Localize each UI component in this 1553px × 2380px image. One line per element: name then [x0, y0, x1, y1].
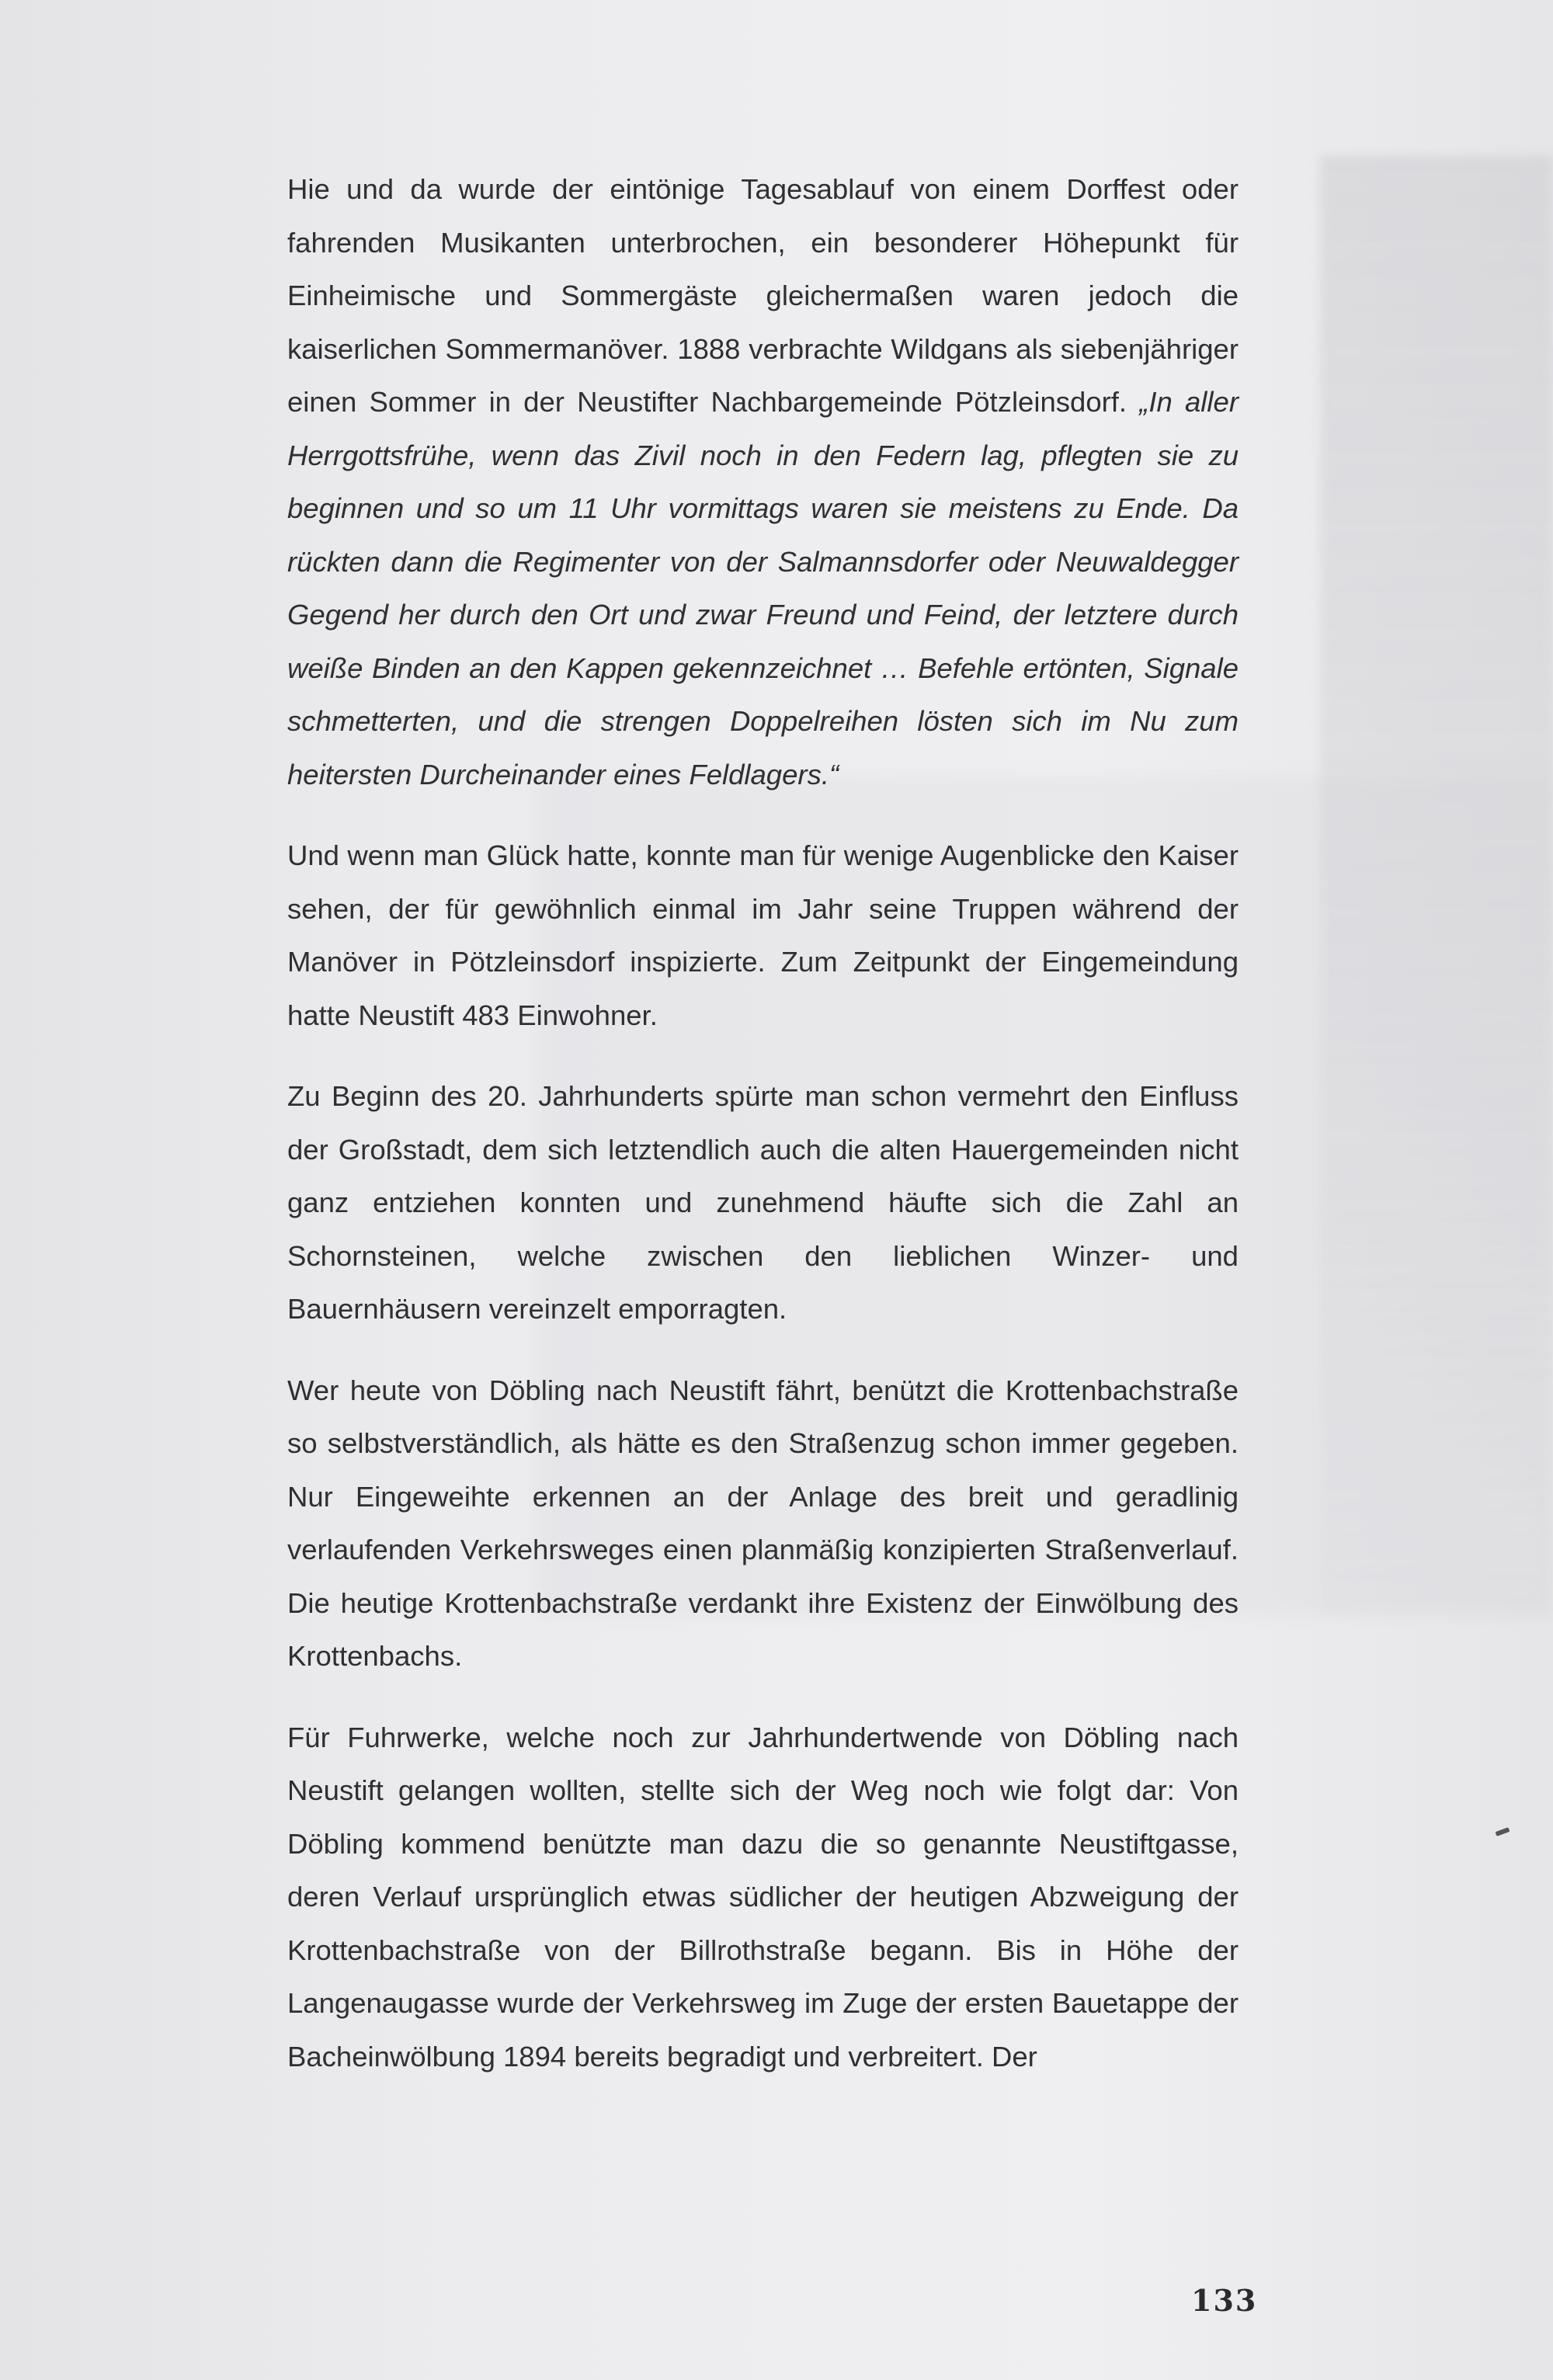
- page-number: 133: [1191, 2283, 1258, 2318]
- paragraph-5: Für Fuhrwerke, welche noch zur Jahrhundertwende von Döbling nach Neustift gelangen wollten, stellte sich der Weg noch wie folgt dar: Von Döbling kommend benützte man dazu die so genannte Neustiftgasse, deren Verlauf ursprünglich etwas südlicher der heutigen Abzweigung der Krottenbachstraße von der Billrothstraße begann. Bis in Höhe der Langenaugasse wurde der Verkehrsweg im Zuge der ersten Bauetappe der Bacheinwölbung 1894 bereits begradigt und verbreitert. Der: [287, 1721, 1239, 2073]
- paragraph-4: Wer heute von Döbling nach Neustift fährt, benützt die Krottenbachstraße so selbstverständlich, als hätte es den Straßenzug schon immer gegeben. Nur Eingeweihte erkennen an der Anlage des breit und geradlinig verlaufenden Verkehrsweges einen planmäßig konzipierten Straßenverlauf. Die heutige Krottenbachstraße verdankt ihre Existenz der Einwölbung des Krottenbachs.: [287, 1374, 1239, 1672]
- ink-mark: [1496, 1827, 1510, 1836]
- paragraph-2: Und wenn man Glück hatte, konnte man für wenige Augenblicke den Kaiser sehen, der für gewöhnlich einmal im Jahr seine Truppen während der Manöver in Pötzleinsdorf inspizierte. Zum Zeitpunkt der Eingemeindung hatte Neustift 483 Einwohner.: [287, 839, 1239, 1031]
- paragraph-1-text: Hie und da wurde der eintönige Tagesablauf von einem Dorffest oder fahrenden Musikanten unterbrochen, ein besonderer Höhepunkt für Einheimische und Sommergäste gleichermaßen waren jedoch die kaiserlichen Sommermanöver. 1888 verbrachte Wildgans als siebenjähriger einen Sommer in der Neustifter Nachbargemeinde Pötzleinsdorf.: [287, 173, 1239, 418]
- paragraph-3: Zu Beginn des 20. Jahrhunderts spürte man schon vermehrt den Einfluss der Großstadt, dem sich letztendlich auch die alten Hauergemeinden nicht ganz entziehen konnten und zunehmend häufte sich die Zahl an Schornsteinen, welche zwischen den lieblichen Winzer- und Bauernhäusern vereinzelt emporragten.: [287, 1080, 1239, 1325]
- paragraph-1: [287, 163, 1239, 801]
- quotation: „In aller Herrgottsfrühe, wenn das Zivil noch in den Federn lag, pflegten sie zu beginnen und so um 11 Uhr vormittags waren sie meistens zu Ende. Da rückten dann die Regimenter von der Salmannsdorfer oder Neuwaldegger Gegend her durch den Ort und zwar Freund und Feind, der letztere durch weiße Binden an den Kappen gekennzeichnet … Befehle ertönten, Signale schmetterten, und die strengen Doppelreihen lösten sich im Nu zum heitersten Durcheinander eines Feldlagers.“: [287, 386, 1239, 790]
- body-text: [287, 163, 1239, 2111]
